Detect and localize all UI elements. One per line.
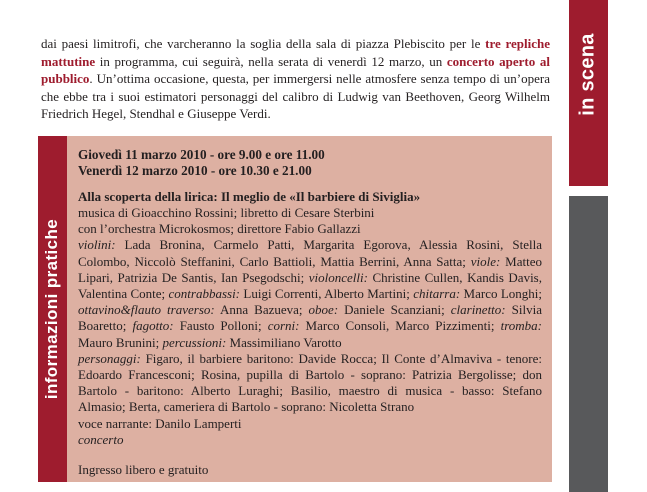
info-strip-label: informazioni pratiche [42, 218, 62, 400]
names: Figaro, il barbiere baritono: Davide Rocca; Il Conte d’Almaviva - tenore: Edoardo Francesconi; Rosina, pupilla di Bartolo - soprano: Patrizia Bergolisse; don Bartolo - baritono: Alberto Luraghi; Basilio, maestro di musica - basso: Stefano Almasio; Berta, cameriera di Bartolo - soprano: Nicoletta Strano [78, 350, 542, 415]
event-kind-label: concerto [78, 431, 124, 447]
names: Matteo Lipari, Patrizia De Santis, Ian Psegodschi; [78, 253, 542, 285]
names: Lada Bronina, Carmelo Patti, Margarita Egorova, Alessia Rosini, Stella Colombo, Niccolò Steffanini, Carlo Battioli, Mattia Berrini, Anna Satta; [78, 237, 542, 269]
names: Anna Bazueva; [214, 302, 309, 318]
role-label: viole: [470, 253, 501, 269]
section-tab-label-wrap [569, 0, 608, 148]
event-title: Alla scoperta della lirica: Il meglio de «Il barbiere di Siviglia» [78, 189, 421, 204]
names: Marco Consoli, Marco Pizzimenti; [299, 318, 501, 334]
intro-bold-public-concert: concerto aperto al pubblico [41, 53, 550, 86]
names: Massimiliano Varotto [226, 334, 342, 350]
date-line: Venerdì 12 marzo 2010 - ore 10.30 e 21.00 [78, 163, 312, 178]
narrator-line: voce narrante: Danilo Lamperti [78, 415, 242, 431]
credit-line: con l’orchestra Microkosmos; direttore Fabio Gallazzi [78, 221, 361, 237]
names: Christine Cullen, Kandis Davis, Valentina Conte; [78, 269, 542, 302]
cast-list [78, 351, 542, 416]
role-label: ottavino&flauto traverso: [78, 302, 215, 318]
role-label: percussioni: [162, 334, 227, 350]
event-kind [78, 432, 542, 448]
info-strip-label-wrap [38, 136, 67, 482]
role-label: fagotto: [132, 318, 174, 334]
role-label: personaggi: [78, 350, 141, 366]
names: Marco Longhi; [460, 286, 543, 302]
names: Fausto Polloni; [173, 318, 268, 334]
intro-text: dai paesi limitrofi, che varcheranno la soglia della sala di piazza Plebiscito per le [41, 36, 486, 51]
section-tab-label: in scena [577, 32, 600, 116]
role-label: violini: [78, 237, 116, 253]
entry-note: Ingresso libero e gratuito [78, 462, 209, 478]
intro-text: . Un’ottima occasione, questa, per immergersi nelle atmosfere senza tempo di un’opera che ebbe tra i suoi estimatori personaggi del calibro di Ludwig van Beethoven, Georg Wilhelm Friedrich Hegel, Stendhal e Giuseppe Verdi. [41, 71, 550, 121]
intro-bold-morning-shows: tre repliche mattutine [41, 36, 550, 69]
side-gray-bar [569, 196, 608, 492]
role-label: oboe: [308, 302, 339, 318]
info-box [67, 136, 552, 482]
dates [78, 147, 542, 179]
intro-paragraph [41, 35, 550, 123]
date-line: Giovedì 11 marzo 2010 - ore 9.00 e ore 11.00 [78, 147, 325, 162]
names: Silvia Boaretto; [78, 302, 542, 334]
role-label: corni: [267, 318, 300, 334]
role-label: violoncelli: [308, 269, 368, 285]
role-label: contrabbassi: [168, 286, 241, 302]
details [78, 205, 542, 448]
names: Mauro Brunini; [78, 334, 163, 350]
names: Daniele Scanziani; [338, 302, 451, 318]
role-label: clarinetto: [450, 302, 506, 318]
role-label: chitarra: [413, 286, 461, 302]
musicians-list [78, 237, 542, 350]
role-label: tromba: [500, 318, 542, 334]
intro-text: in programma, cui seguirà, nella serata di venerdì 12 marzo, un [95, 53, 447, 69]
names: Luigi Correnti, Alberto Martini; [240, 286, 414, 302]
credit-line: musica di Gioacchino Rossini; libretto di Cesare Sterbini [78, 205, 375, 220]
